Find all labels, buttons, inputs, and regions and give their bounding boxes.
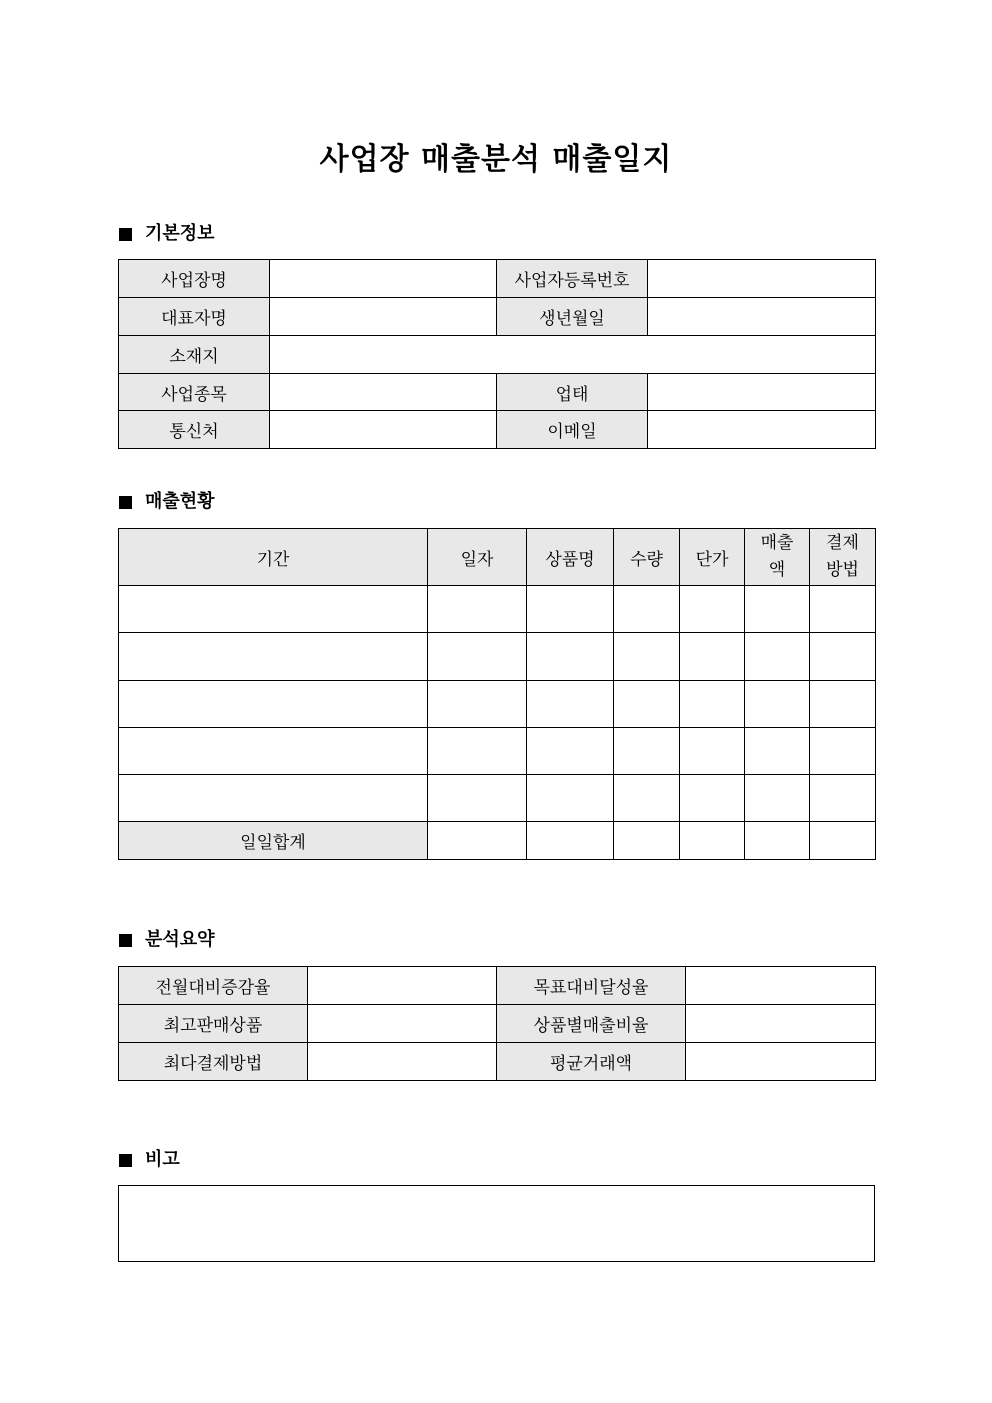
date-header: 일자 — [428, 529, 527, 586]
period-cell[interactable] — [119, 633, 428, 681]
avg-transaction-field[interactable] — [686, 1043, 876, 1081]
email-label: 이메일 — [497, 411, 648, 449]
square-bullet-icon — [119, 228, 132, 241]
product-total-cell[interactable] — [527, 822, 614, 860]
unit-price-cell[interactable] — [680, 586, 745, 633]
birth-date-label: 생년월일 — [497, 298, 648, 336]
square-bullet-icon — [119, 496, 132, 509]
payment-cell[interactable] — [810, 728, 876, 775]
product-cell[interactable] — [527, 681, 614, 728]
table-row — [119, 728, 876, 775]
business-name-label: 사업장명 — [119, 260, 270, 298]
unit-price-total-cell[interactable] — [680, 822, 745, 860]
unit-price-cell[interactable] — [680, 633, 745, 681]
table-row — [119, 411, 876, 449]
table-header-row — [119, 529, 876, 586]
period-cell[interactable] — [119, 681, 428, 728]
amount-cell[interactable] — [745, 633, 810, 681]
top-product-field[interactable] — [308, 1005, 497, 1043]
product-ratio-field[interactable] — [686, 1005, 876, 1043]
period-cell[interactable] — [119, 586, 428, 633]
analysis-summary-heading-text: 분석요약 — [145, 929, 215, 950]
product-cell[interactable] — [527, 728, 614, 775]
analysis-summary-heading — [119, 928, 215, 952]
table-row — [119, 967, 876, 1005]
payment-total-cell[interactable] — [810, 822, 876, 860]
daily-total-row — [119, 822, 876, 860]
quantity-cell[interactable] — [614, 633, 680, 681]
top-payment-label: 최다결제방법 — [119, 1043, 308, 1081]
sales-status-heading-text: 매출현황 — [145, 491, 215, 512]
quantity-cell[interactable] — [614, 728, 680, 775]
table-row — [119, 260, 876, 298]
product-cell[interactable] — [527, 775, 614, 822]
amount-cell[interactable] — [745, 586, 810, 633]
product-header: 상품명 — [527, 529, 614, 586]
remarks-box[interactable] — [118, 1185, 875, 1262]
table-row — [119, 374, 876, 411]
avg-transaction-label: 평균거래액 — [497, 1043, 686, 1081]
unit-price-header: 단가 — [680, 529, 745, 586]
date-cell[interactable] — [428, 633, 527, 681]
top-payment-field[interactable] — [308, 1043, 497, 1081]
payment-cell[interactable] — [810, 586, 876, 633]
payment-cell[interactable] — [810, 775, 876, 822]
table-row — [119, 298, 876, 336]
date-cell[interactable] — [428, 775, 527, 822]
product-cell[interactable] — [527, 633, 614, 681]
sales-status-heading — [119, 490, 215, 514]
payment-cell[interactable] — [810, 633, 876, 681]
unit-price-cell[interactable] — [680, 681, 745, 728]
amount-cell[interactable] — [745, 728, 810, 775]
quantity-cell[interactable] — [614, 681, 680, 728]
birth-date-field[interactable] — [648, 298, 876, 336]
table-row — [119, 1005, 876, 1043]
basic-info-heading-text: 기본정보 — [145, 223, 215, 244]
daily-total-label: 일일합계 — [119, 822, 428, 860]
business-type-field[interactable] — [648, 374, 876, 411]
amount-cell[interactable] — [745, 681, 810, 728]
date-cell[interactable] — [428, 681, 527, 728]
table-row — [119, 586, 876, 633]
document-title: 사업장 매출분석 매출일지 — [319, 142, 673, 177]
quantity-header: 수량 — [614, 529, 680, 586]
period-header: 기간 — [119, 529, 428, 586]
target-rate-field[interactable] — [686, 967, 876, 1005]
unit-price-cell[interactable] — [680, 728, 745, 775]
registration-no-label: 사업자등록번호 — [497, 260, 648, 298]
contact-label: 통신처 — [119, 411, 270, 449]
quantity-total-cell[interactable] — [614, 822, 680, 860]
business-item-field[interactable] — [270, 374, 497, 411]
address-label: 소재지 — [119, 336, 270, 374]
square-bullet-icon — [119, 1154, 132, 1167]
payment-header: 결제 방법 — [810, 529, 876, 586]
payment-cell[interactable] — [810, 681, 876, 728]
business-type-label: 업태 — [497, 374, 648, 411]
product-cell[interactable] — [527, 586, 614, 633]
amount-header: 매출 액 — [745, 529, 810, 586]
amount-cell[interactable] — [745, 775, 810, 822]
table-row — [119, 1043, 876, 1081]
registration-no-field[interactable] — [648, 260, 876, 298]
table-row — [119, 681, 876, 728]
table-row — [119, 633, 876, 681]
address-field[interactable] — [270, 336, 876, 374]
basic-info-table — [118, 259, 876, 449]
remarks-heading — [119, 1148, 180, 1172]
representative-field[interactable] — [270, 298, 497, 336]
date-cell[interactable] — [428, 728, 527, 775]
email-field[interactable] — [648, 411, 876, 449]
date-cell[interactable] — [428, 586, 527, 633]
analysis-summary-table — [118, 966, 876, 1081]
contact-field[interactable] — [270, 411, 497, 449]
date-total-cell[interactable] — [428, 822, 527, 860]
period-cell[interactable] — [119, 728, 428, 775]
amount-total-cell[interactable] — [745, 822, 810, 860]
sales-status-table — [118, 528, 876, 860]
top-product-label: 최고판매상품 — [119, 1005, 308, 1043]
unit-price-cell[interactable] — [680, 775, 745, 822]
table-row — [119, 336, 876, 374]
table-row — [119, 775, 876, 822]
mom-change-field[interactable] — [308, 967, 497, 1005]
representative-label: 대표자명 — [119, 298, 270, 336]
square-bullet-icon — [119, 934, 132, 947]
remarks-heading-text: 비고 — [145, 1149, 180, 1170]
mom-change-label: 전월대비증감율 — [119, 967, 308, 1005]
period-cell[interactable] — [119, 775, 428, 822]
business-name-field[interactable] — [270, 260, 497, 298]
quantity-cell[interactable] — [614, 586, 680, 633]
basic-info-heading — [119, 222, 215, 246]
product-ratio-label: 상품별매출비율 — [497, 1005, 686, 1043]
target-rate-label: 목표대비달성율 — [497, 967, 686, 1005]
business-item-label: 사업종목 — [119, 374, 270, 411]
quantity-cell[interactable] — [614, 775, 680, 822]
